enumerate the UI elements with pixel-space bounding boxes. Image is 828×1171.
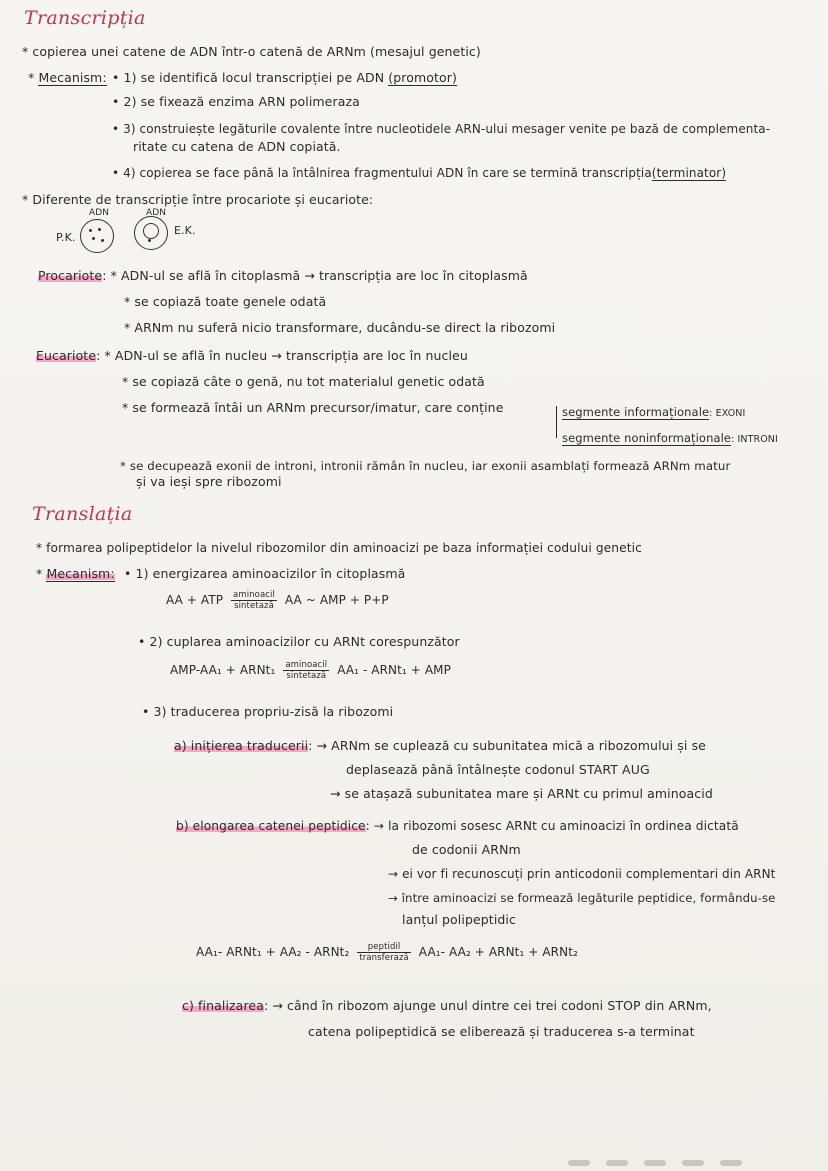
eucariote-text-1: : * ADN-ul se află în nucleu → transcripția are loc în nucleu	[96, 348, 468, 363]
diferente-heading: * Diferente de transcripție între procariote și eucariote:	[22, 192, 374, 207]
termination-text-1: : → când în ribozom ajunge unul dintre cei trei codoni STOP din ARNm,	[263, 998, 712, 1013]
binder-mark	[606, 1160, 628, 1166]
elongation-row-1	[176, 818, 739, 834]
formula-3-arrow	[357, 942, 411, 963]
formula-2-right: AA₁ - ARNt₁ + AMP	[337, 663, 451, 677]
section-title-translatia: Translația	[32, 503, 133, 525]
elongation-row-5: lanțul polipeptidic	[402, 912, 516, 927]
mecanism-label: Mecanism:	[38, 70, 107, 85]
formula-3-right: AA₁- AA₂ + ARNt₁ + ARNt₂	[418, 945, 578, 959]
formula-3-enzyme-2: transferază	[359, 953, 409, 963]
transcriptia-step-3: • 3) construiește legăturile covalente între nucleotidele ARN-ului mesager venite pe bază de complementa-	[112, 122, 771, 136]
adn-label-ek: ADN	[146, 208, 167, 218]
translatia-step-3: • 3) traducerea propriu-zisă la ribozomi	[142, 704, 394, 719]
formula-2	[170, 660, 451, 681]
formula-2-enzyme-2: sintetază	[286, 671, 327, 681]
segment-1-note: : EXONI	[709, 408, 746, 419]
elongation-row-2: de codonii ARNm	[412, 842, 521, 857]
eucariote-row-4-cont: și va ieși spre ribozomi	[136, 474, 282, 489]
eucariote-label: Eucariote	[36, 348, 97, 363]
termination-label: c) finalizarea	[182, 998, 264, 1013]
formula-1	[166, 590, 389, 611]
translatia-mecanism-label: Mecanism:	[46, 566, 115, 581]
procariote-row-3: * ARNm nu suferă nicio transformare, ducându-se direct la ribozomi	[124, 320, 556, 335]
transcriptia-step-2: • 2) se fixează enzima ARN polimeraza	[112, 94, 360, 109]
transcriptia-step-4	[112, 165, 726, 181]
segment-informational	[562, 404, 745, 422]
formula-2-left: AMP-AA₁ + ARNt₁	[170, 663, 276, 677]
transcriptia-mecanism: * Mecanism:	[28, 70, 107, 85]
prokaryote-cell-icon	[80, 219, 114, 253]
translatia-mecanism: * Mecanism:	[36, 566, 115, 581]
initiation-text-1: : → ARNm se cuplează cu subunitatea mică a ribozomului și se	[308, 738, 706, 753]
initiation-row-3: → se atașază subunitatea mare și ARNt cu primul aminoacid	[330, 786, 713, 801]
formula-3	[196, 942, 578, 963]
segment-1-label: segmente informaționale	[562, 405, 710, 419]
eucariote-row-3: * se formează întâi un ARNm precursor/imatur, care conține	[122, 400, 504, 415]
step-1-text: • 1) se identifică locul transcripției pe ADN	[112, 70, 385, 85]
promotor-note: (promotor)	[388, 70, 457, 85]
segment-2-note: : INTRONI	[731, 434, 778, 445]
pk-label: P.K.	[56, 231, 76, 244]
formula-2-arrow	[283, 660, 329, 681]
step-4-text: • 4) copierea se face până la întâlnirea fragmentului ADN în care se termină transcripția	[112, 166, 652, 180]
elongation-row-3: → ei vor fi recunoscuți prin anticodonii complementari din ARNt	[388, 867, 776, 881]
procariote-row-1	[38, 268, 528, 284]
binder-mark	[720, 1160, 742, 1166]
translatia-step-1: • 1) energizarea aminoacizilor în citoplasmă	[124, 566, 406, 581]
formula-3-enzyme: peptidil	[357, 942, 411, 953]
segment-2-label: segmente noninformaționale	[562, 431, 732, 445]
formula-1-right: AA ~ AMP + P+P	[284, 593, 389, 607]
transcriptia-definition: * copierea unei catene de ADN într-o catenă de ARNm (mesajul genetic)	[22, 44, 481, 59]
formula-1-enzyme: aminoacil	[233, 590, 275, 600]
section-title-transcriptia: Transcripția	[24, 7, 146, 29]
eucariote-row-1	[36, 348, 468, 364]
binder-mark	[644, 1160, 666, 1166]
binder-mark	[682, 1160, 704, 1166]
translatia-step-2: • 2) cuplarea aminoacizilor cu ARNt corespunzător	[138, 634, 460, 649]
eukaryote-cell-icon	[134, 216, 168, 250]
elongation-row-4: → între aminoacizi se formează legăturile peptidice, formându-se	[388, 891, 776, 905]
ek-label: E.K.	[174, 224, 196, 237]
binder-mark	[568, 1160, 590, 1166]
adn-label-pk: ADN	[89, 208, 110, 218]
formula-1-left: AA + ATP	[166, 593, 224, 607]
initiation-row-1	[174, 738, 706, 754]
termination-row-2: catena polipeptidică se eliberează și traducerea s-a terminat	[308, 1024, 695, 1039]
translatia-definition: * formarea polipeptidelor la nivelul ribozomilor din aminoacizi pe baza informației codului genetic	[36, 541, 642, 555]
initiation-row-2: deplasează până întâlnește codonul START AUG	[346, 762, 650, 777]
formula-3-left: AA₁- ARNt₁ + AA₂ - ARNt₂	[196, 945, 350, 959]
segment-noninformational	[562, 430, 778, 448]
procariote-row-2: * se copiază toate genele odată	[124, 294, 327, 309]
eucariote-row-2: * se copiază câte o genă, nu tot materialul genetic odată	[122, 374, 485, 389]
formula-2-enzyme: aminoacil	[285, 660, 328, 670]
procariote-text-1: : * ADN-ul se află în citoplasmă → transcripția are loc în citoplasmă	[102, 268, 528, 283]
segments-bracket	[556, 406, 557, 438]
elongation-label: b) elongarea catenei peptidice	[176, 819, 366, 833]
transcriptia-step-1	[112, 70, 457, 86]
procariote-label: Procariote	[38, 268, 103, 283]
termination-row-1	[182, 998, 712, 1014]
eucariote-row-4: * se decupează exonii de introni, intronii rămân în nucleu, iar exonii asamblați formează ARNm matur	[120, 459, 731, 473]
transcriptia-step-3-cont: ritate cu catena de ADN copiată.	[133, 139, 341, 154]
initiation-label: a) inițierea traducerii	[174, 738, 309, 753]
formula-1-enzyme-2: sintetază	[234, 601, 274, 611]
formula-1-arrow	[231, 590, 277, 611]
terminator-note: (terminator)	[651, 166, 727, 180]
elongation-text-1: : → la ribozomi sosesc ARNt cu aminoacizi în ordinea dictată	[365, 819, 739, 833]
